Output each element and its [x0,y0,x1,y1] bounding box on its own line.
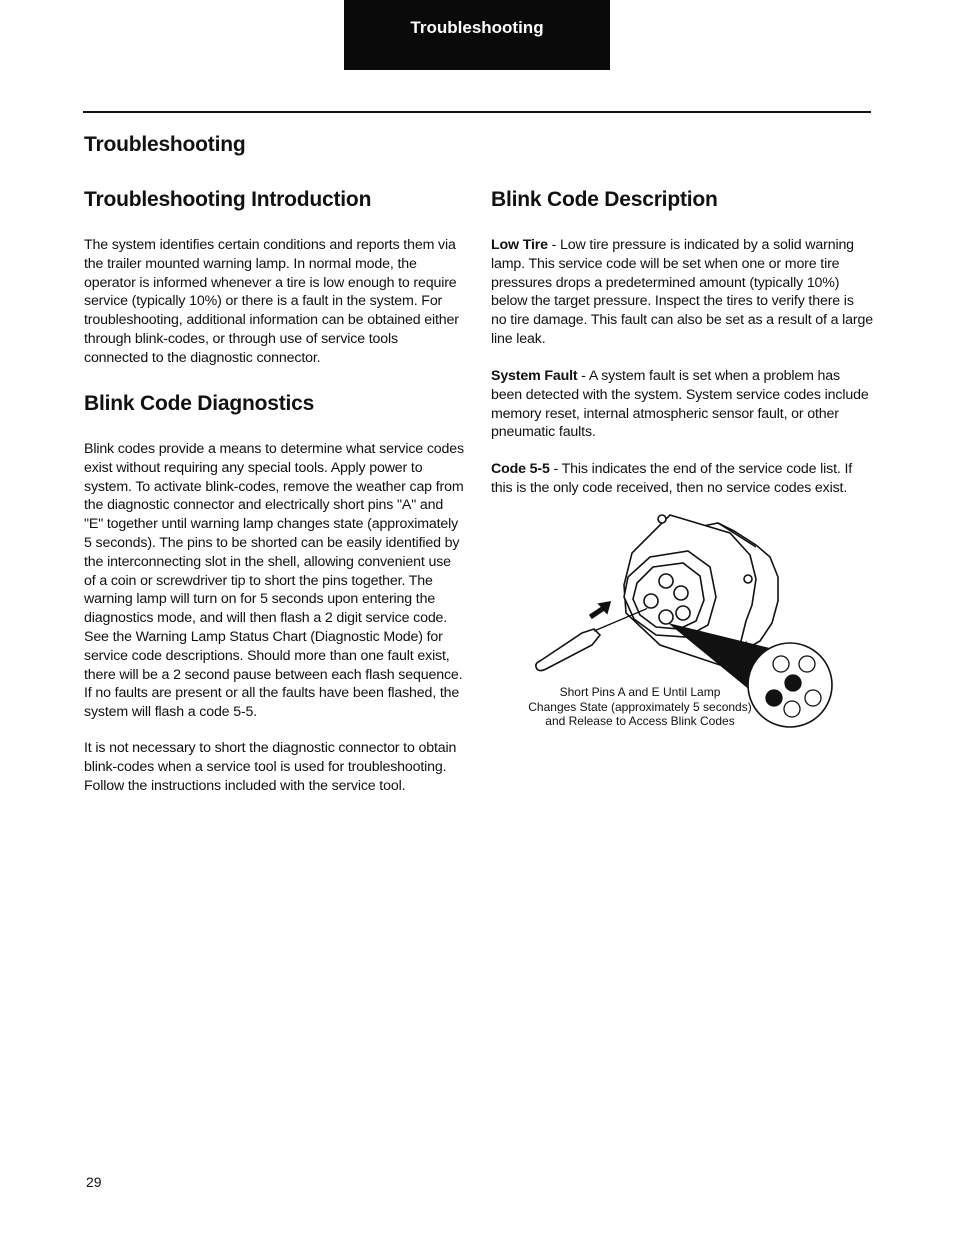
diagnostics-paragraph-2: It is not necessary to short the diagnostic connector to obtain blink-codes when a service tool is used for troubleshooting. Follow the instructions included with the service tool. [84,740,457,794]
system-fault-term: System Fault [491,368,578,384]
code-55-description [491,460,873,498]
intro-paragraph: The system identifies certain conditions and reports them via the trailer mounted warning lamp. In normal mode, the operator is informed whenever a tire is low enough to require service (typically 10%) or there is a fault in the system. For troubleshooting, additional information can be obtained either through blink-codes, or through use of service tools connected to the diagnostic connector. [84,237,459,366]
page-number: 29 [86,1174,102,1190]
system-fault-description [491,367,873,442]
header-tab-label: Troubleshooting [410,18,544,37]
caption-line: Short Pins A and E Until Lamp [559,685,721,699]
intro-heading: Troubleshooting Introduction [84,188,372,211]
code-55-text: - This indicates the end of the service code list. If this is the only code received, then no service codes exist. [491,461,853,496]
system-fault-text: - A system fault is set when a problem has been detected with the system. System service codes include memory reset, internal atmospheric sensor fault, or other pneumatic faults. [491,368,869,441]
description-heading: Blink Code Description [491,188,718,211]
low-tire-text: - Low tire pressure is indicated by a solid warning lamp. This service code will be set when one or more tire pressures drops a predetermined amount (typically 10%) below the target pressure. Inspect the tires to verify there is no tire damage. This fault can also be set as a result of a large line leak. [491,237,873,347]
header-section-tab [344,0,610,70]
connector-figure [520,505,840,740]
low-tire-term: Low Tire [491,237,548,253]
figure-caption [520,685,760,729]
low-tire-description [491,236,873,349]
code-55-term: Code 5-5 [491,461,550,477]
header-divider [83,111,871,113]
diagnostics-paragraph-1: Blink codes provide a means to determine what service codes exist without requiring any special tools. Apply power to system. To activate blink-codes, remove the weather cap from the diagnostic connector and electrically short pins "A" and "E" together until warning lamp changes state (approximately 5 seconds). The pins to be shorted can be easily identified by the interconnecting slot in the shell, allowing convenient use of a coin or screwdriver tip to short the pins together. The warning lamp will turn on for 5 seconds upon entering the diagnostics mode, and will then flash a 2 digit service code. See the Warning Lamp Status Chart (Diagnostic Mode) for service code descriptions. Should more than one fault exist, there will be a 2 second pause between each flash sequence. If no faults are present or all the faults have been flashed, the system will flash a code 5-5. [84,441,464,721]
caption-line: Changes State (approximately 5 seconds) [528,699,752,714]
diagnostics-heading: Blink Code Diagnostics [84,392,315,415]
page-title: Troubleshooting [84,133,246,156]
caption-line: and Release to Access Blink Codes [545,714,735,729]
